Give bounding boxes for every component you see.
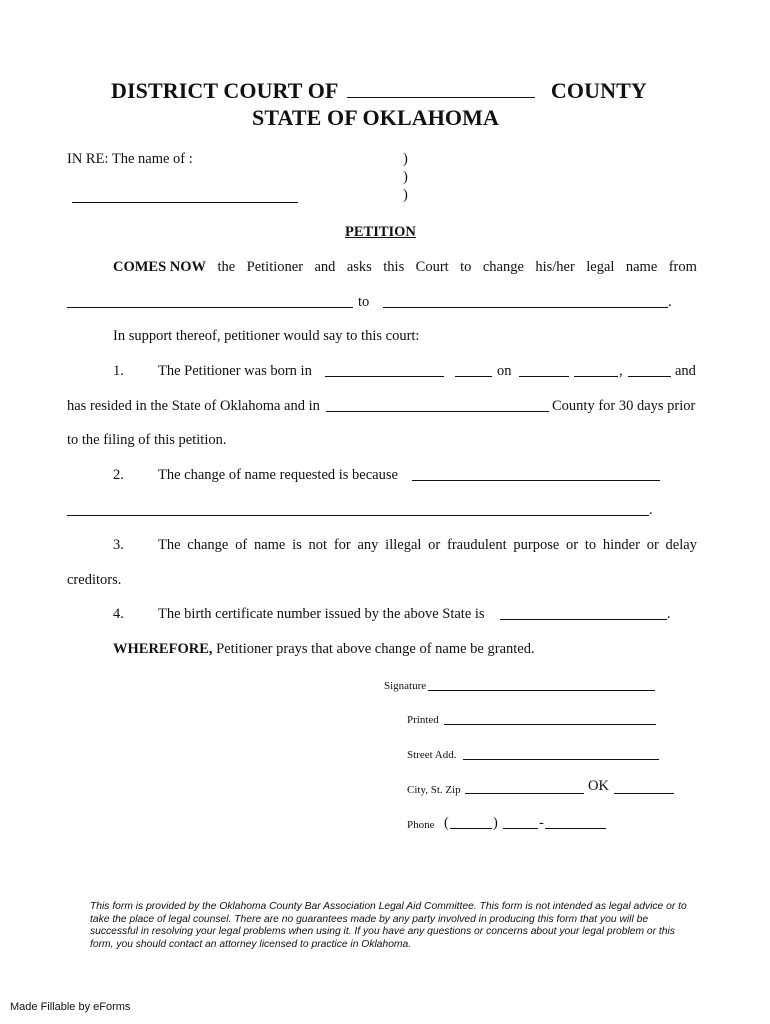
and-label: and	[675, 363, 696, 379]
caption-paren: )	[403, 187, 408, 203]
wherefore-line	[113, 641, 535, 658]
phone-label: Phone	[407, 819, 435, 831]
signature-field[interactable]	[428, 677, 655, 691]
item-3-word: The	[158, 537, 181, 553]
item-3-word: purpose	[513, 537, 560, 553]
printed-name-field[interactable]	[444, 711, 656, 725]
item-3-line-2: creditors.	[67, 572, 122, 588]
period: .	[649, 502, 653, 518]
phone-line-field[interactable]	[545, 815, 606, 829]
item-3-word: not	[308, 537, 328, 553]
caption-paren: )	[403, 151, 408, 167]
item-3-word: for	[333, 537, 351, 553]
new-name-field[interactable]	[383, 293, 668, 308]
item-3-word: name	[253, 537, 286, 553]
in-re-label: IN RE: The name of :	[67, 151, 193, 167]
support-text: In support thereof, petitioner would say to this court:	[113, 328, 420, 344]
intro-word: the	[217, 259, 236, 275]
printed-label: Printed	[407, 714, 439, 726]
court-title-prefix: DISTRICT COURT OF	[111, 78, 338, 103]
street-label: Street Add.	[407, 749, 457, 761]
item-1-number: 1.	[113, 363, 124, 379]
item-2-number: 2.	[113, 467, 124, 483]
item-3-word: delay	[665, 537, 697, 553]
phone-dash: -	[539, 815, 544, 831]
item-3-number: 3.	[113, 537, 124, 553]
reason-field-1[interactable]	[412, 466, 660, 481]
item-1-line-3: to the filing of this petition.	[67, 432, 227, 448]
street-address-field[interactable]	[463, 746, 659, 760]
item-3-word: change	[187, 537, 229, 553]
intro-word: legal	[586, 259, 615, 275]
phone-close-paren: )	[493, 815, 498, 831]
intro-word: from	[668, 259, 697, 275]
intro-word: Petitioner	[246, 259, 304, 275]
intro-word: name	[625, 259, 658, 275]
item-3-word: illegal	[385, 537, 422, 553]
comes-now-label: COMES NOW	[113, 259, 207, 275]
county-residence-field[interactable]	[326, 397, 549, 412]
item-3-word: of	[235, 537, 248, 553]
intro-word: to	[460, 259, 472, 275]
intro-word: Court	[415, 259, 449, 275]
intro-word: change	[482, 259, 524, 275]
made-fillable-label: Made Fillable by eForms	[10, 1001, 131, 1013]
item-3-word: or	[428, 537, 441, 553]
signature-label: Signature	[384, 680, 427, 692]
item-1-text: The Petitioner was born in	[158, 363, 312, 379]
disclaimer-text: This form is provided by the Oklahoma County Bar Association Legal Aid Committee. This form is not intended as legal advice or to take the place of legal counsel. There are no guarantees made by any party involved in producing this form that you will be successful in resolving your legal problems when using it. If you have any questions or concerns about your legal problem or this form, you should contact an attorney licensed to practice in Oklahoma.	[90, 901, 687, 950]
state-title: STATE OF OKLAHOMA	[252, 105, 499, 130]
city-label: City, St. Zip	[407, 784, 461, 796]
county-name-field[interactable]	[347, 79, 535, 98]
birth-state-field[interactable]	[455, 362, 492, 377]
item-4-number: 4.	[113, 606, 124, 622]
intro-line	[113, 259, 697, 276]
item-3-word: any	[357, 537, 379, 553]
item-1-line-2a: has resided in the State of Oklahoma and in	[67, 398, 320, 414]
item-3-word: fraudulent	[447, 537, 507, 553]
item-2-text: The change of name requested is because	[158, 467, 398, 483]
item-4-text: The birth certificate number issued by the above State is	[158, 606, 485, 622]
current-name-field[interactable]	[67, 293, 353, 308]
period: .	[667, 606, 671, 622]
to-label: to	[358, 294, 370, 310]
birth-day-field[interactable]	[574, 362, 618, 377]
reason-field-2[interactable]	[67, 501, 649, 516]
petition-heading: PETITION	[345, 224, 416, 240]
intro-word: his/her	[535, 259, 575, 275]
phone-prefix-field[interactable]	[503, 815, 538, 829]
item-1-line-2b: County for 30 days prior	[552, 398, 696, 414]
birth-city-field[interactable]	[325, 362, 444, 377]
item-3-line	[158, 537, 697, 554]
court-title	[111, 78, 647, 104]
period: .	[668, 294, 672, 310]
wherefore-label: WHEREFORE,	[113, 641, 213, 657]
former-name-field[interactable]	[72, 188, 298, 203]
intro-word: this	[383, 259, 405, 275]
comma: ,	[619, 363, 623, 379]
birth-month-field[interactable]	[519, 362, 569, 377]
wherefore-text: Petitioner prays that above change of name be granted.	[216, 641, 535, 657]
city-field[interactable]	[465, 780, 584, 794]
state-abbr: OK	[588, 778, 609, 794]
phone-open-paren: (	[444, 815, 449, 831]
birth-year-field[interactable]	[628, 362, 671, 377]
caption-paren: )	[403, 169, 408, 185]
intro-word: and	[314, 259, 336, 275]
zip-field[interactable]	[614, 780, 674, 794]
item-3-word: or	[566, 537, 579, 553]
item-3-word: is	[292, 537, 302, 553]
phone-area-code-field[interactable]	[450, 815, 492, 829]
item-3-word: or	[646, 537, 659, 553]
birth-certificate-field[interactable]	[500, 605, 667, 620]
court-title-suffix: COUNTY	[550, 78, 647, 103]
item-3-word: to	[584, 537, 597, 553]
intro-word: asks	[346, 259, 372, 275]
on-label: on	[497, 363, 512, 379]
item-3-word: hinder	[602, 537, 640, 553]
